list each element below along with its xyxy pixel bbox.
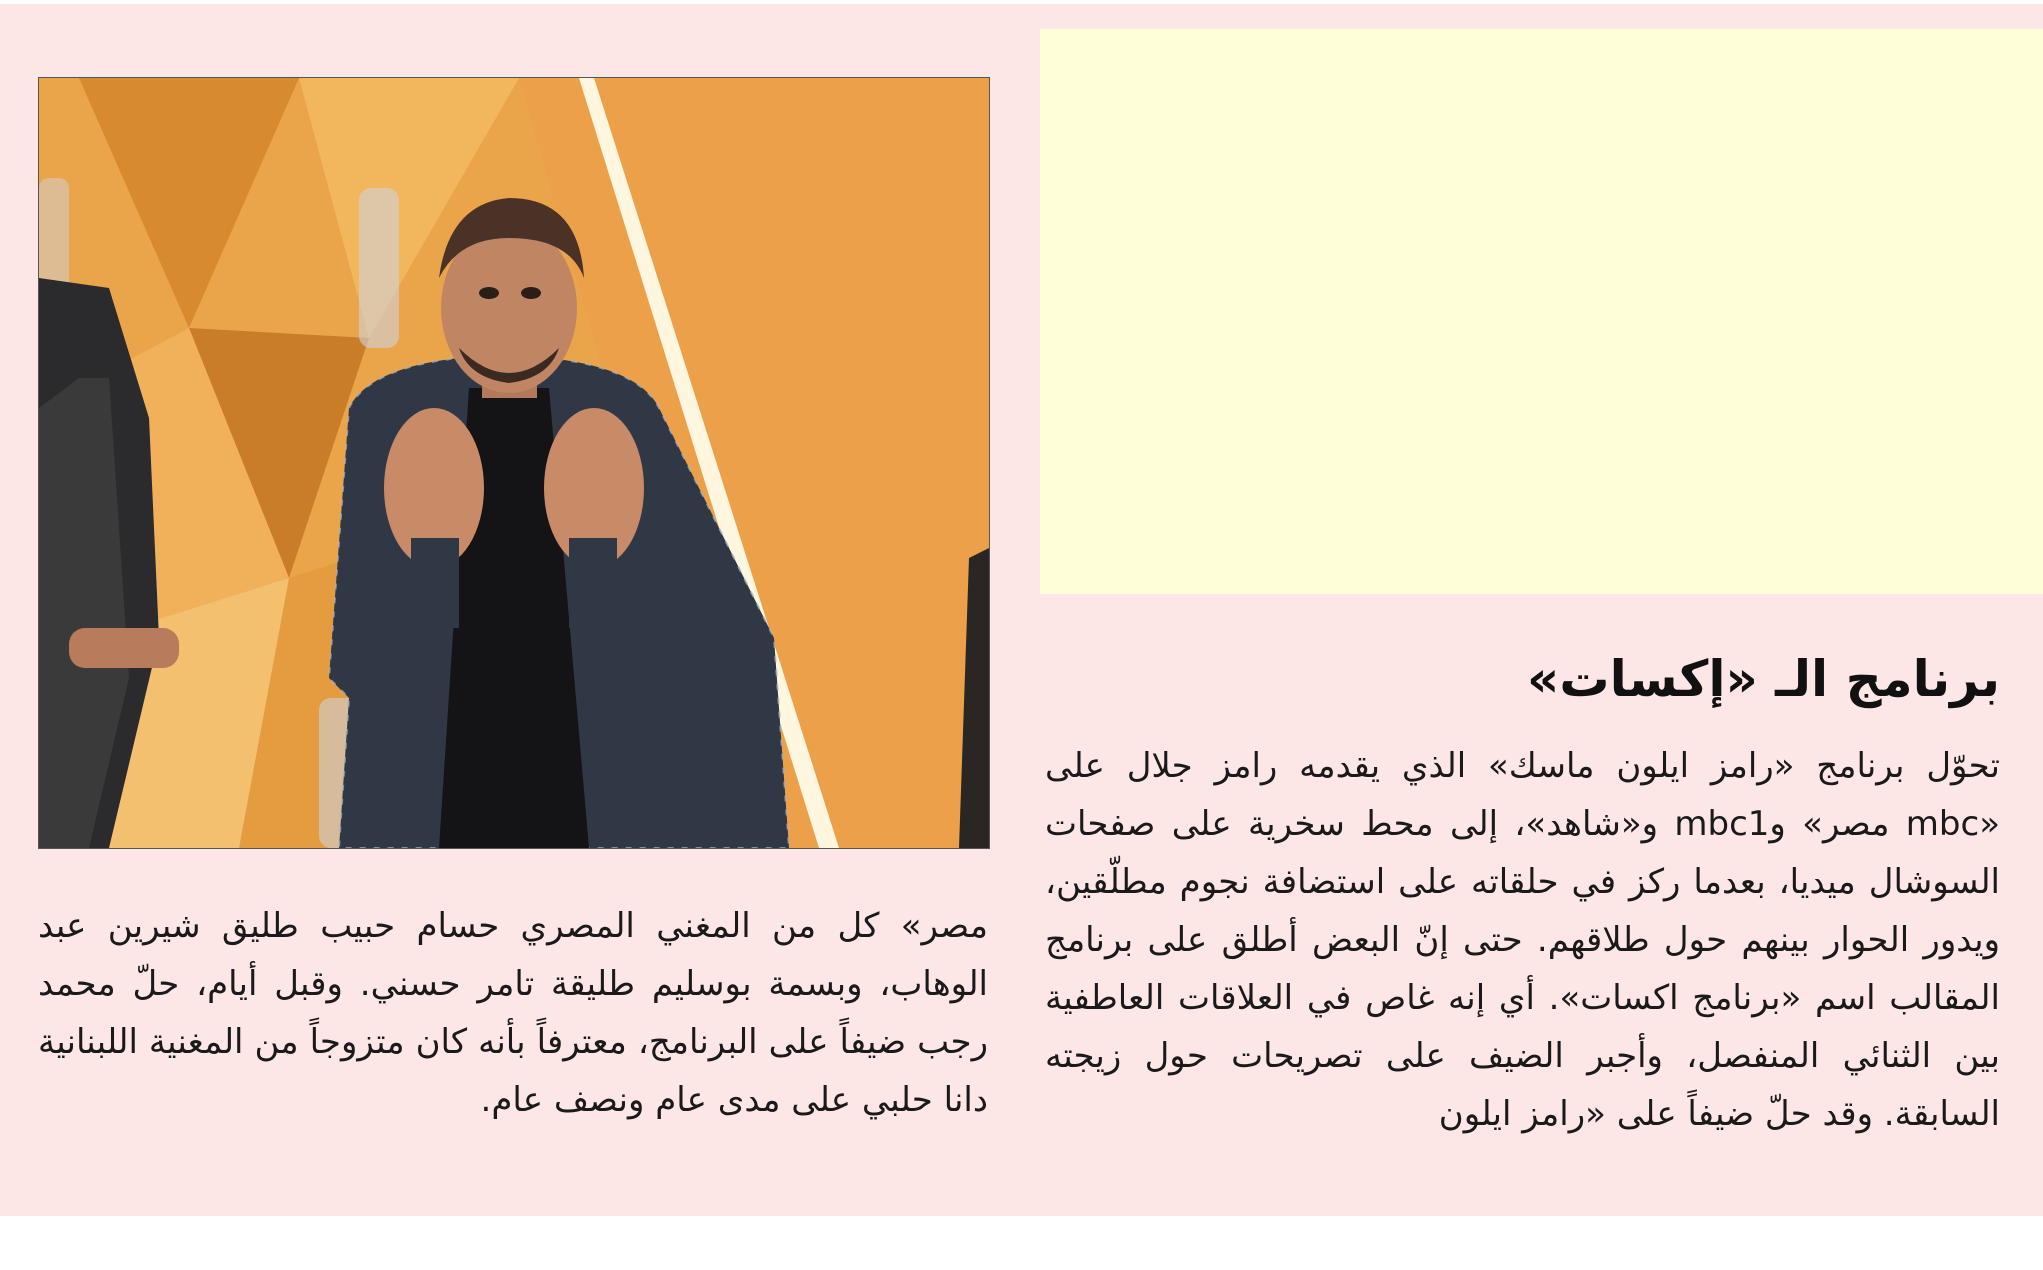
article-body-left-column: مصر» كل من المغني المصري حسام حبيب طليق شيرين عبد الوهاب، وبسمة بوسليم طليقة تامر حسني. وقبل أيام، حلّ محمد رجب ضيفاً على البرنامج، معترفاً بأنه كان متزوجاً من المغنية اللبنانية دانا حلبي على مدى عام ونصف عام. (38, 906, 988, 1120)
article-headline: برنامج الـ «إكسات» (1527, 650, 2000, 708)
article-photo (38, 77, 990, 849)
article-body-right-column: تحوّل برنامج «رامز ايلون ماسك» الذي يقدمه رامز جلال على «mbc مصر» وmbc1 و«شاهد»، إلى محط سخرية على صفحات السوشال ميديا، بعدما ركز في حلقاته على استضافة نجوم مطلّقين، ويدور الحوار بينهم حول طلاقهم. حتى إنّ البعض أطلق على برنامج المقالب اسم «برنامج اكسات». أي إنه غاص في العلاقات العاطفية بين الثنائي المنفصل، وأجبر الضيف على تصريحات حول زيجته السابقة. وقد حلّ ضيفاً على «رامز ايلون (1045, 746, 2000, 1134)
page-sheet (0, 4, 2043, 1216)
ad-placeholder (1040, 29, 2043, 594)
photo-illustration (39, 78, 989, 848)
